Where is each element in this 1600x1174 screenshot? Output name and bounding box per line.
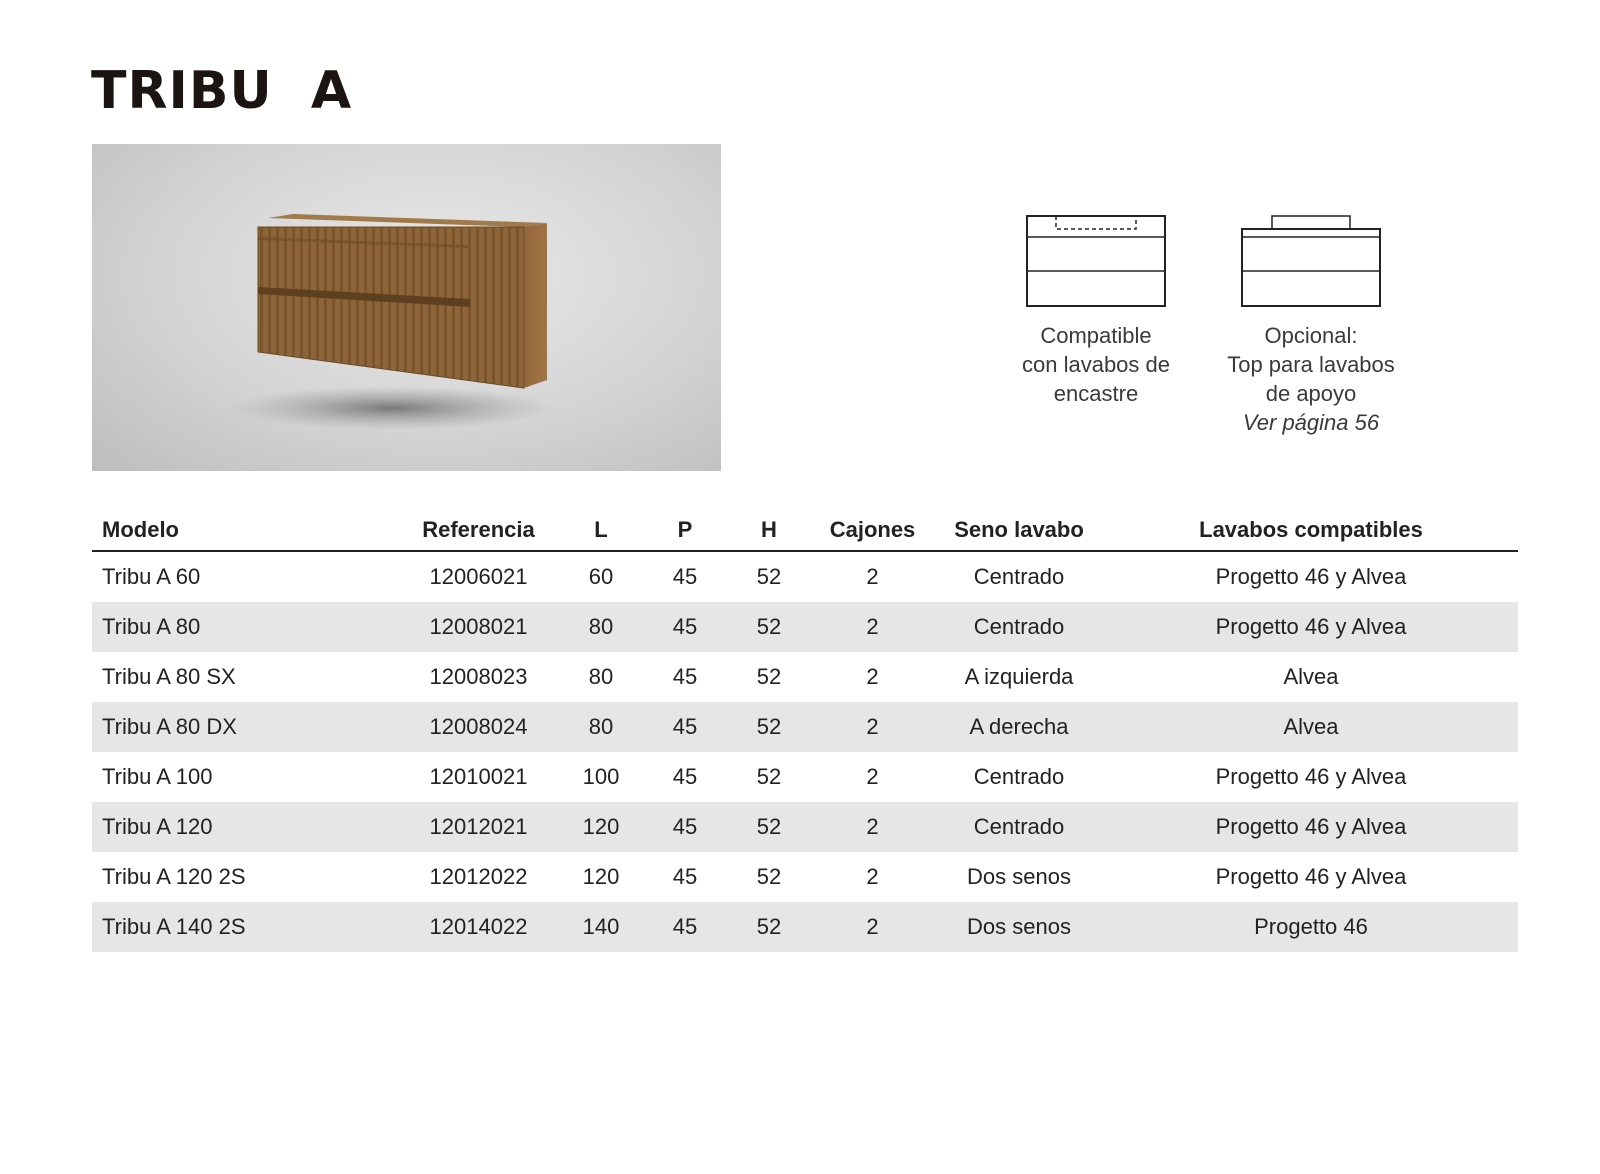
option-inset-basin	[1011, 215, 1181, 408]
cell-h: 52	[756, 764, 782, 789]
cell-seno-lavabo: Centrado	[934, 602, 1104, 652]
cell-modelo: Tribu A 140 2S	[92, 902, 398, 952]
cell-p: 45	[672, 764, 698, 789]
cell-referencia: 12006021	[429, 564, 528, 589]
cell-cajones: 2	[866, 564, 879, 589]
header-l: L	[559, 510, 643, 551]
cell-p: 45	[643, 802, 727, 852]
cell-referencia: 12012021	[398, 802, 559, 852]
cell-p: 45	[643, 602, 727, 652]
table-row	[92, 551, 1518, 602]
page-title: TRIBU A	[91, 61, 353, 121]
header-p: P	[643, 510, 727, 551]
cell-p: 45	[643, 702, 727, 752]
cell-lavabos-compatibles: Progetto 46 y Alvea	[1104, 602, 1518, 652]
cell-p: 45	[643, 902, 727, 952]
cell-seno-lavabo: A derecha	[934, 702, 1104, 752]
cell-seno-lavabo: Dos senos	[967, 864, 1071, 889]
table-row	[92, 652, 1518, 702]
caption-line: Top para lavabos	[1227, 352, 1395, 377]
cell-cajones: 2	[811, 702, 934, 752]
cell-lavabos-compatibles: Progetto 46 y Alvea	[1215, 764, 1407, 789]
cell-referencia: 12008021	[398, 602, 559, 652]
cell-cajones: 2	[811, 802, 934, 852]
cell-l: 140	[559, 902, 643, 952]
cell-h: 52	[727, 702, 811, 752]
cell-cajones: 2	[866, 664, 879, 689]
cell-p: 45	[672, 864, 698, 889]
cell-lavabos-compatibles: Progetto 46	[1104, 902, 1518, 952]
product-photo	[92, 144, 721, 471]
cell-cajones: 2	[866, 764, 879, 789]
header-h: H	[727, 510, 811, 551]
cell-referencia: 12012022	[429, 864, 528, 889]
cell-h: 52	[756, 564, 782, 589]
cell-lavabos-compatibles: Progetto 46 y Alvea	[1215, 864, 1407, 889]
cell-modelo: Tribu A 80 SX	[102, 664, 236, 689]
cell-modelo: Tribu A 120 2S	[102, 864, 246, 889]
vanity-unit-illustration	[92, 144, 721, 471]
cell-modelo: Tribu A 60	[102, 564, 201, 589]
cell-referencia: 12008024	[398, 702, 559, 752]
cell-h: 52	[756, 864, 782, 889]
table-row	[92, 852, 1518, 902]
cell-h: 52	[756, 664, 782, 689]
cell-referencia: 12014022	[398, 902, 559, 952]
models-table	[92, 510, 1518, 952]
cell-l: 80	[588, 664, 614, 689]
table-header-row	[92, 510, 1518, 551]
cell-referencia: 12010021	[429, 764, 528, 789]
option-caption	[1226, 321, 1396, 437]
cell-modelo: Tribu A 120	[92, 802, 398, 852]
inset-basin-diagram-icon	[1026, 215, 1166, 307]
option-caption	[1011, 321, 1181, 408]
cell-modelo: Tribu A 80	[92, 602, 398, 652]
cell-modelo: Tribu A 100	[102, 764, 213, 789]
cell-lavabos-compatibles: Progetto 46 y Alvea	[1215, 564, 1407, 589]
header-lavabos-compatibles: Lavabos compatibles	[1104, 510, 1518, 551]
cell-l: 60	[588, 564, 614, 589]
option-countertop	[1226, 215, 1396, 437]
cell-h: 52	[727, 802, 811, 852]
cell-cajones: 2	[811, 902, 934, 952]
cell-modelo: Tribu A 80 DX	[92, 702, 398, 752]
table-row	[92, 752, 1518, 802]
cell-lavabos-compatibles: Alvea	[1283, 664, 1339, 689]
cell-lavabos-compatibles: Progetto 46 y Alvea	[1104, 802, 1518, 852]
cell-seno-lavabo: A izquierda	[964, 664, 1074, 689]
caption-line: encastre	[1053, 381, 1139, 406]
table-row	[92, 902, 1518, 952]
cell-l: 120	[559, 802, 643, 852]
cell-seno-lavabo: Dos senos	[934, 902, 1104, 952]
caption-line: Compatible	[1040, 323, 1152, 348]
page-reference: Ver página 56	[1242, 410, 1380, 435]
caption-line: con lavabos de	[1022, 352, 1170, 377]
header-cajones: Cajones	[811, 510, 934, 551]
header-referencia: Referencia	[398, 510, 559, 551]
caption-line: Opcional:	[1264, 323, 1358, 348]
cell-h: 52	[727, 902, 811, 952]
table-row	[92, 802, 1518, 852]
table-row	[92, 702, 1518, 752]
cell-p: 45	[672, 564, 698, 589]
cell-lavabos-compatibles: Alvea	[1104, 702, 1518, 752]
cell-cajones: 2	[811, 602, 934, 652]
cell-l: 80	[559, 602, 643, 652]
cell-l: 100	[582, 764, 620, 789]
cell-cajones: 2	[866, 864, 879, 889]
countertop-basin-diagram-icon	[1241, 215, 1381, 307]
cell-referencia: 12008023	[429, 664, 528, 689]
header-modelo: Modelo	[92, 510, 398, 551]
cell-seno-lavabo: Centrado	[973, 564, 1065, 589]
header-seno-lavabo: Seno lavabo	[934, 510, 1104, 551]
cell-h: 52	[727, 602, 811, 652]
table-row	[92, 602, 1518, 652]
cell-l: 80	[559, 702, 643, 752]
cell-p: 45	[672, 664, 698, 689]
cell-l: 120	[582, 864, 620, 889]
caption-line: de apoyo	[1265, 381, 1357, 406]
cell-seno-lavabo: Centrado	[934, 802, 1104, 852]
cell-seno-lavabo: Centrado	[973, 764, 1065, 789]
